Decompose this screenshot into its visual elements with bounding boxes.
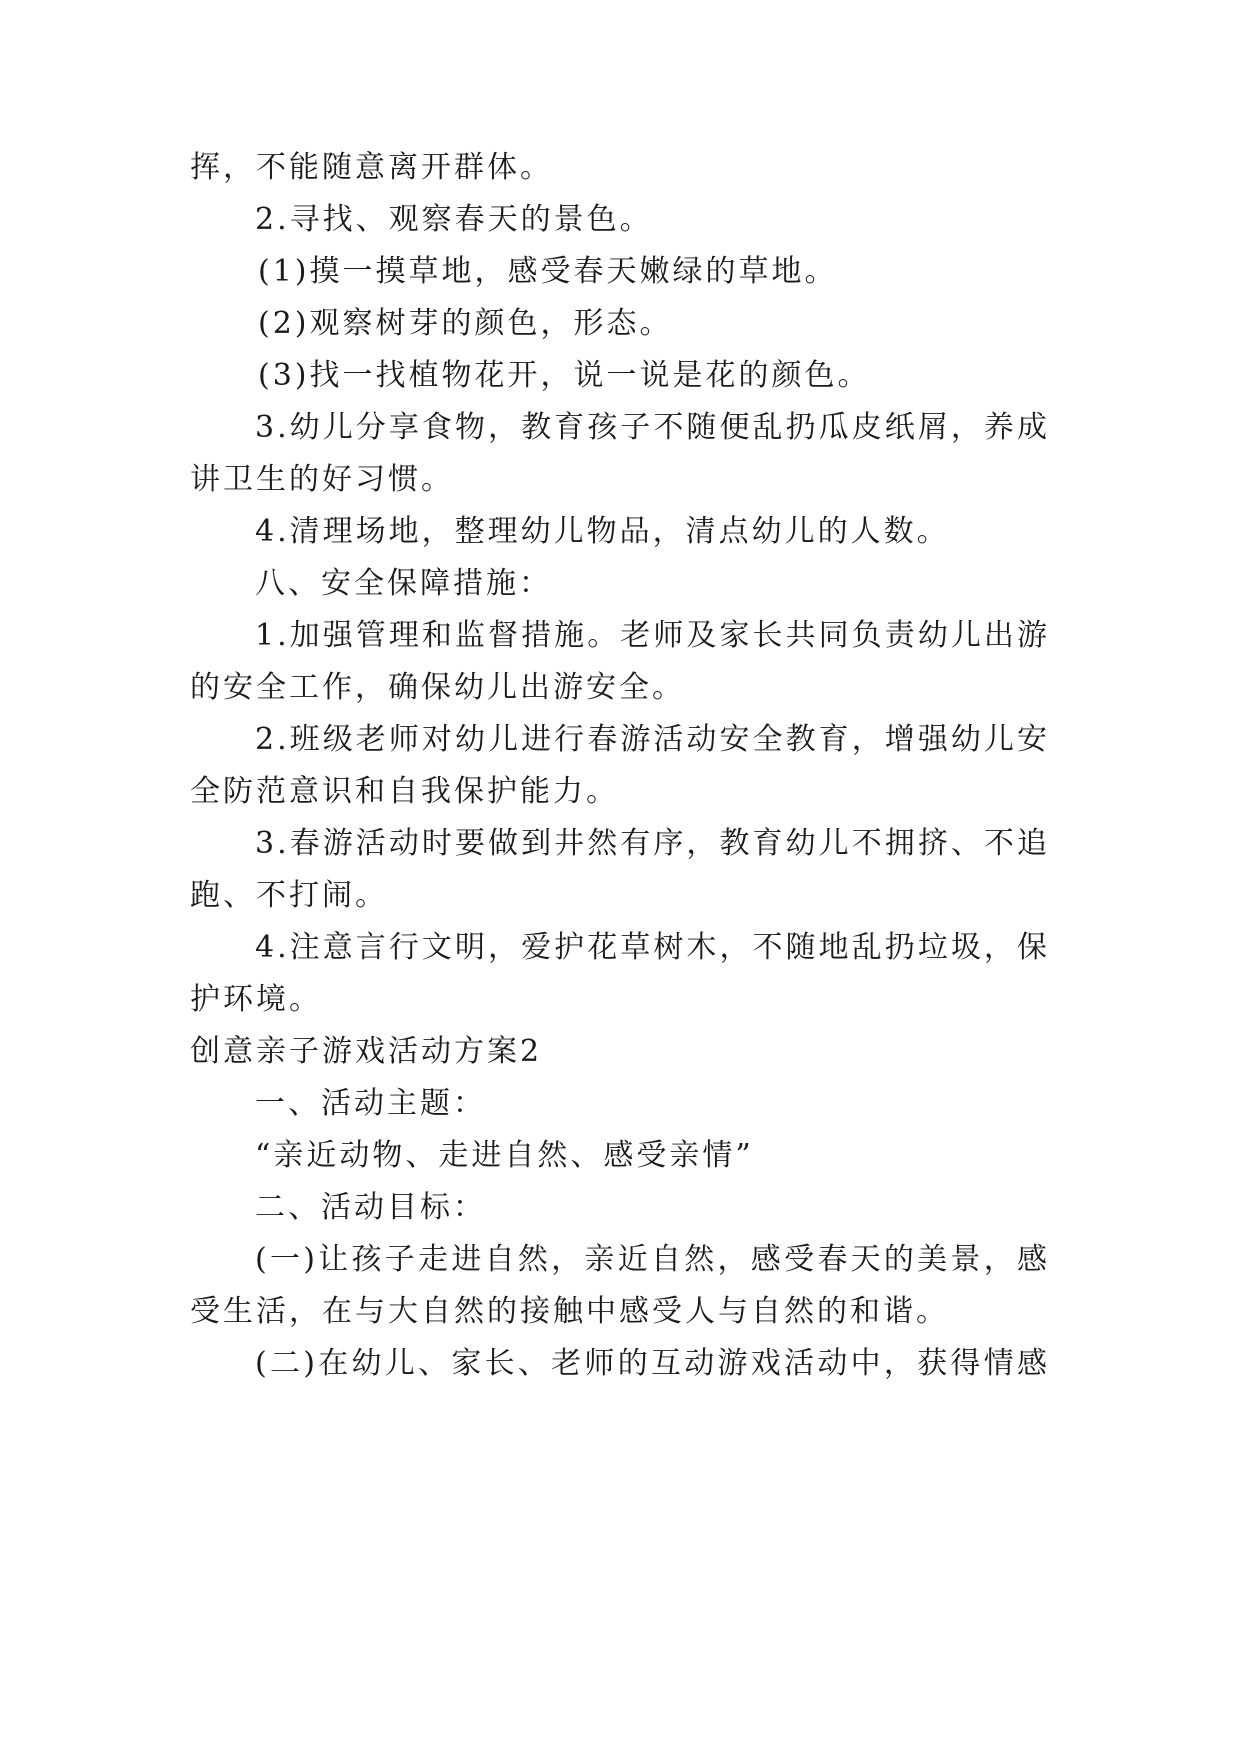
section-heading: 一、活动主题： [255, 1086, 486, 1121]
list-item: 1.加强管理和监督措施。老师及家长共同负责幼儿出游 [255, 618, 1050, 653]
document-title: 创意亲子游戏活动方案2 [190, 1034, 543, 1069]
text-line: 挥，不能随意离开群体。 [190, 150, 553, 185]
list-item: (2)观察树芽的颜色，形态。 [258, 306, 673, 341]
list-item: 2.班级老师对幼儿进行春游活动安全教育，增强幼儿安 [255, 722, 1050, 757]
text-line: 讲卫生的好习惯。 [190, 462, 454, 497]
list-item: (3)找一找植物花开，说一说是花的颜色。 [258, 358, 871, 393]
list-item: (二)在幼儿、家长、老师的互动游戏活动中，获得情感 [255, 1346, 1050, 1381]
list-item: 2.寻找、观察春天的景色。 [255, 202, 653, 237]
list-item: (一)让孩子走进自然，亲近自然，感受春天的美景，感 [255, 1242, 1050, 1277]
text-line: 的安全工作，确保幼儿出游安全。 [190, 670, 685, 705]
section-heading: 八、安全保障措施： [255, 566, 552, 601]
text-line: 全防范意识和自我保护能力。 [190, 774, 619, 809]
text-line: 跑、不打闹。 [190, 878, 388, 913]
list-item: 3.幼儿分享食物，教育孩子不随便乱扔瓜皮纸屑，养成 [255, 410, 1050, 445]
list-item: (1)摸一摸草地，感受春天嫩绿的草地。 [258, 254, 838, 289]
activity-theme: “亲近动物、走进自然、感受亲情” [255, 1138, 754, 1173]
text-line: 护环境。 [190, 982, 322, 1017]
section-heading: 二、活动目标： [255, 1190, 486, 1225]
list-item: 3.春游活动时要做到井然有序，教育幼儿不拥挤、不追 [255, 826, 1050, 861]
list-item: 4.注意言行文明，爱护花草树木，不随地乱扔垃圾，保 [255, 930, 1050, 965]
list-item: 4.清理场地，整理幼儿物品，清点幼儿的人数。 [255, 514, 950, 549]
text-line: 受生活，在与大自然的接触中感受人与自然的和谐。 [190, 1294, 949, 1329]
